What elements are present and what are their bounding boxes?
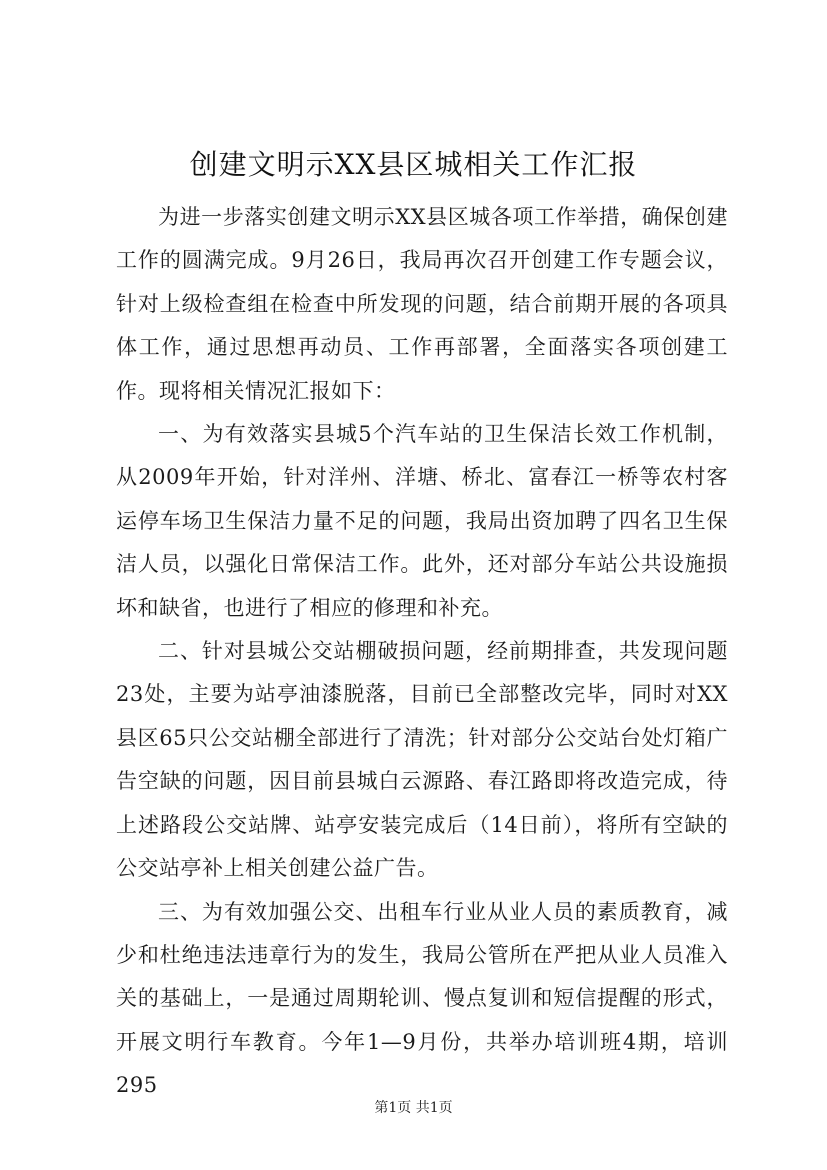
paragraph-section-1: 一、为有效落实县城5个汽车站的卫生保洁长效工作机制，从2009年开始，针对洋州、洋塘、桥北、富春江一桥等农村客运停车场卫生保洁力量不足的问题，我局出资加聘了四名卫生保洁人员，以强化日常保洁工作。此外，还对部分车站公共设施损坏和缺省，也进行了相应的修理和补充。	[116, 422, 728, 620]
paragraph-intro: 为进一步落实创建文明示XX县区城各项工作举措，确保创建工作的圆满完成。9月26日，我局再次召开创建工作专题会议，针对上级检查组在检查中所发现的问题，结合前期开展的各项具体工作，通过思想再动员、工作再部署，全面落实各项创建工作。现将相关情况汇报如下：	[116, 205, 728, 403]
page-footer: 第1页 共1页	[374, 1100, 453, 1116]
document-title: 创建文明示XX县区城相关工作汇报	[189, 148, 638, 181]
paragraph-section-3: 三、为有效加强公交、出租车行业从业人员的素质教育，减少和杜绝违法违章行为的发生，我局公管所在严把从业人员准入关的基础上，一是通过周期轮训、慢点复训和短信提醒的形式，开展文明行车教育。今年1—9月份，共举办培训班4期，培训295	[116, 899, 728, 1098]
document-body	[116, 196, 728, 1108]
paragraph-section-2: 二、针对县城公交站棚破损问题，经前期排查，共发现问题23处，主要为站亭油漆脱落，目前已全部整改完毕，同时对XX县区65只公交站棚全部进行了清洗；针对部分公交站台处灯箱广告空缺的问题，因目前县城白云源路、春江路即将改造完成，待上述路段公交站牌、站亭安装完成后（14日前），将所有空缺的公交站亭补上相关创建公益广告。	[116, 639, 728, 881]
